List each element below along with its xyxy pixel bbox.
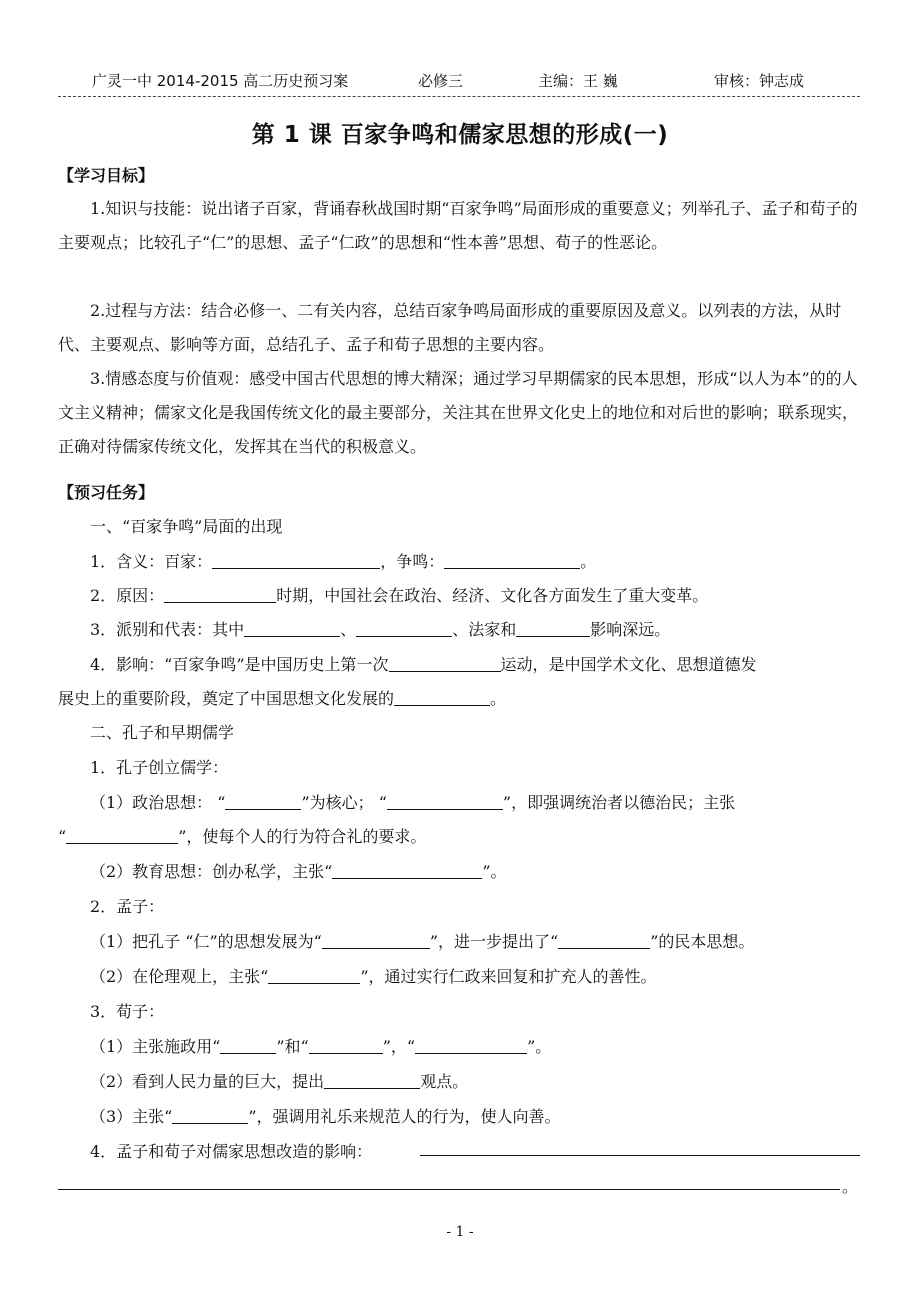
page-title: 第 1 课 百家争鸣和儒家思想的形成(一) (251, 122, 669, 148)
answer-end-mark: 。 (842, 1177, 859, 1196)
blank-movement[interactable] (389, 655, 501, 672)
blank-zhengming[interactable] (444, 552, 580, 569)
xunzi-2: （2）看到人民力量的巨大，提出 观点。 (90, 1072, 469, 1091)
xunzi-1: （1）主张施政用“ ”和“ ”，“ ”。 (90, 1037, 552, 1056)
blank-nature-good[interactable] (268, 967, 360, 984)
q3-schools: 3．派别和代表：其中 、 、法家和 影响深远。 (90, 620, 671, 639)
q1-definition: 1．含义：百家： ，争鸣： 。 (90, 552, 597, 571)
confucius-politics-cont: “ ”，使每个人的行为符合礼的要求。 (58, 827, 427, 846)
blank-school-3[interactable] (516, 620, 590, 637)
blank-education[interactable] (332, 862, 482, 879)
header-divider (58, 96, 860, 97)
q2-cause: 2．原因： 时期，中国社会在政治、经济、文化各方面发生了重大变革。 (90, 586, 709, 605)
page-number: - 1 - (446, 1224, 474, 1240)
answer-line-1[interactable] (420, 1155, 860, 1156)
header-module: 必修三 (418, 72, 464, 90)
mencius-title: 2．孟子： (90, 897, 165, 916)
goal-item-2: 2.过程与方法：结合必修一、二有关内容，总结百家争鸣局面形成的重要原因及意义。以列表的方法，从时代、主要观点、影响等方面，总结孔子、孟子和荀子思想的主要内容。 (58, 301, 842, 354)
confucius-title: 1．孔子创立儒学： (90, 758, 229, 777)
header-reviewer: 审核：钟志成 (714, 72, 805, 90)
goal-item-3: 3.情感态度与价值观：感受中国古代思想的博大精深；通过学习早期儒家的民本思想，形成“以人为本”的的人文主义精神；儒家文化是我国传统文化的最主要部分，关注其在世界文化史上的地位和对后世的影响；联系现实，正确对待儒家传统文化，发挥其在当代的积极意义。 (58, 369, 859, 456)
mencius-1: （1）把孔子 “仁”的思想发展为“ ”，进一步提出了“ ”的民本思想。 (90, 932, 755, 951)
q4-transform: 4．孟子和荀子对儒家思想改造的影响： (90, 1142, 373, 1161)
xunzi-title: 3．荀子： (90, 1002, 165, 1021)
part2-title: 二、孔子和早期儒学 (90, 723, 235, 742)
header-school: 广灵一中 2014-2015 高二历史预习案 (92, 72, 349, 90)
blank-virtue-rule[interactable] (387, 793, 503, 810)
blank-ritual[interactable] (66, 827, 178, 844)
blank-nature-evil[interactable] (172, 1107, 248, 1124)
header-editor: 主编：王 巍 (538, 72, 618, 90)
blank-baijia[interactable] (212, 552, 380, 569)
blank-school-1[interactable] (244, 620, 340, 637)
answer-line-2[interactable] (58, 1189, 840, 1190)
blank-school-2[interactable] (356, 620, 452, 637)
blank-people-based[interactable] (558, 932, 650, 949)
part1-title: 一、“百家争鸣”局面的出现 (90, 517, 283, 536)
blank-xunzi-c[interactable] (415, 1037, 527, 1054)
blank-benevolent-gov[interactable] (322, 932, 430, 949)
blank-foundation[interactable] (394, 689, 490, 706)
confucius-politics: （1）政治思想： “ ”为核心； “ ”，即强调统治者以德治民；主张 (90, 793, 736, 812)
blank-xunzi-view[interactable] (324, 1072, 420, 1089)
mencius-2: （2）在伦理观上，主张“ ”，通过实行仁政来回复和扩充人的善性。 (90, 967, 657, 986)
q4-impact-cont: 展史上的重要阶段，奠定了中国思想文化发展的 。 (58, 689, 507, 708)
page-header (58, 70, 860, 92)
blank-xunzi-b[interactable] (309, 1037, 383, 1054)
tasks-heading: 【预习任务】 (58, 483, 155, 502)
xunzi-3: （3）主张“ ”，强调用礼乐来规范人的行为，使人向善。 (90, 1107, 561, 1126)
q4-impact: 4．影响：“百家争鸣”是中国历史上第一次 运动，是中国学术文化、思想道德发 (90, 655, 757, 674)
blank-core[interactable] (225, 793, 301, 810)
blank-period[interactable] (164, 586, 276, 603)
goal-item-1: 1.知识与技能：说出诸子百家，背诵春秋战国时期“百家争鸣”局面形成的重要意义；列举孔子、孟子和荀子的主要观点；比较孔子“仁”的思想、孟子“仁政”的思想和“性本善”思想、荀子的性恶论。 (58, 199, 858, 252)
goals-heading: 【学习目标】 (58, 166, 155, 185)
blank-xunzi-a[interactable] (220, 1037, 276, 1054)
confucius-education: （2）教育思想：创办私学，主张“ ”。 (90, 862, 507, 881)
